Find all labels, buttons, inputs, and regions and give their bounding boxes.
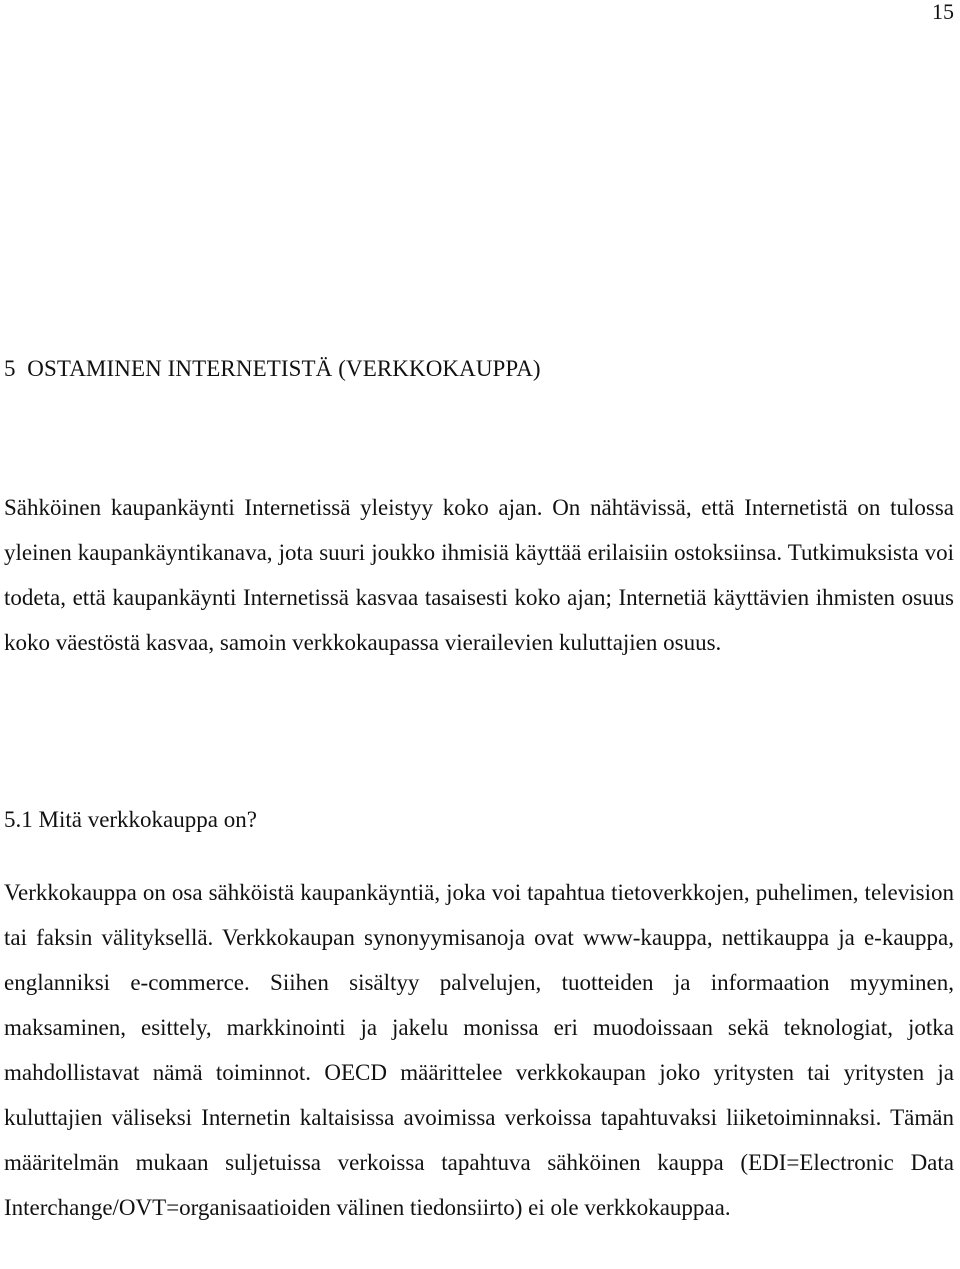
page-number: 15 <box>932 0 954 24</box>
chapter-intro-paragraph: Sähköinen kaupankäynti Internetissä yleistyy koko ajan. On nähtävissä, että Internetistä on tulossa yleinen kaupankäyntikanava, jota suuri joukko ihmisiä käyttää erilaisiin ostoksiinsa. Tutkimuksista voi todeta, että kaupankäynti Internetissä kasvaa tasaisesti koko ajan; Internetiä käyttävien ihmisten osuus koko väestöstä kasvaa, samoin verkkokaupassa vierailevien kuluttajien osuus. <box>4 495 954 655</box>
section-heading: 5.1 Mitä verkkokauppa on? <box>4 807 257 832</box>
chapter-heading: 5 OSTAMINEN INTERNETISTÄ (VERKKOKAUPPA) <box>4 356 541 381</box>
section-paragraph: Verkkokauppa on osa sähköistä kaupankäyntiä, joka voi tapahtua tietoverkkojen, puhelimen, television tai faksin välityksellä. Verkkokaupan synonyymisanoja ovat www-kauppa, nettikauppa ja e-kauppa, englanniksi e-commerce. Siihen sisältyy palvelujen, tuotteiden ja informaation myyminen, maksaminen, esittely, markkinointi ja jakelu monissa eri muodoissaan sekä teknologiat, jotka mahdollistavat nämä toiminnot. OECD määrittelee verkkokaupan joko yritysten tai yritysten ja kuluttajien väliseksi Internetin kaltaisissa avoimissa verkoissa tapahtuvaksi liiketoiminnaksi. Tämän määritelmän mukaan suljetuissa verkoissa tapahtuva sähköinen kauppa (EDI=Electronic Data Interchange/OVT=organisaatioiden välinen tiedonsiirto) ei ole verkkokauppaa. <box>4 880 954 1220</box>
